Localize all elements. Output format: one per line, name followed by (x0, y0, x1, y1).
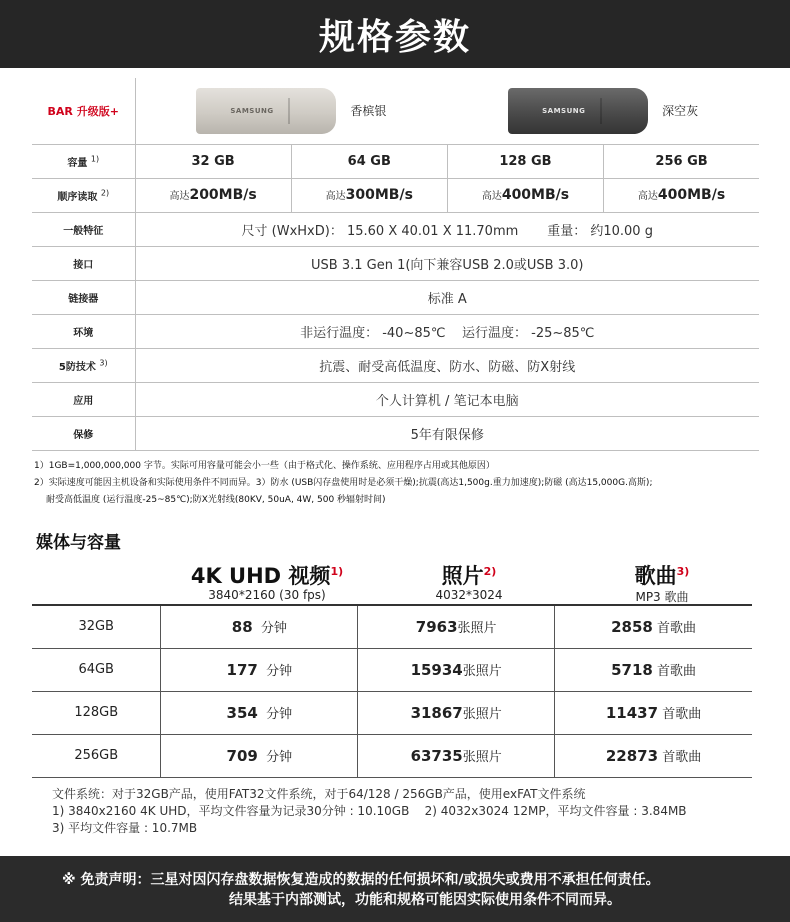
table-row (32, 648, 752, 691)
color-name-silver: 香槟银 (350, 104, 387, 119)
footnote-line: 耐受高低温度 (运行温度-25~85℃);防X光射线(80KV, 50uA, 4W, 500 秒辐射时间) (46, 495, 386, 505)
media-column-header-music: 歌曲$^{3)}$ MP3 歌曲 (634, 564, 690, 604)
table-row (32, 691, 752, 734)
photo-count: 15934张照片 (358, 648, 555, 691)
capacity-value: 64 GB (291, 144, 447, 178)
header-banner (0, 0, 790, 68)
product-row (32, 78, 759, 144)
media-notes (52, 786, 687, 837)
capacity-row (32, 144, 759, 178)
capacity-label: 容量 $^{1)}$ (32, 144, 135, 178)
spec-row-general (32, 212, 759, 246)
spec-row-warranty (32, 416, 759, 450)
spec-row-interface (32, 246, 759, 280)
spec-value: 个人计算机 / 笔记本电脑 (135, 382, 759, 416)
media-table (32, 604, 752, 778)
table-row (32, 605, 752, 648)
usb-drive-gray-icon (508, 88, 648, 134)
music-count: 11437 首歌曲 (555, 691, 752, 734)
capacity-value: 256 GB (604, 144, 759, 178)
read-speed-value: 高达300MB/s (291, 178, 447, 212)
product-silver (196, 88, 386, 134)
spec-label: 一般特征 (32, 212, 135, 246)
disclaimer-line: ※ 免责声明：三星对因闪存盘数据恢复造成的数据的任何损坏和/或损失或费用不承担任何责任。 (62, 872, 660, 888)
product-images (135, 78, 759, 144)
spec-label: 接口 (32, 246, 135, 280)
media-column-header-video: 4K UHD 视频$^{1)}$ 3840*2160 (30 fps) (190, 564, 344, 602)
usb-brand-text: SAMSUNG (542, 106, 586, 115)
spec-label: 应用 (32, 382, 135, 416)
capacity-value: 32 GB (135, 144, 291, 178)
read-speed-value: 高达200MB/s (135, 178, 291, 212)
spec-value: 尺寸 (WxHxD)： 15.60 X 40.01 X 11.70mm 重量： 约10.00 g (135, 212, 759, 246)
media-capacity: 128GB (32, 691, 161, 734)
media-column-header-photo: 照片$^{2)}$ 4032*3024 (435, 564, 503, 602)
spec-row-connector (32, 280, 759, 314)
spec-label: 链接器 (32, 280, 135, 314)
music-count: 22873 首歌曲 (555, 734, 752, 777)
music-count: 5718 首歌曲 (555, 648, 752, 691)
spec-value: 5年有限保修 (135, 416, 759, 450)
spec-value: 非运行温度： -40~85℃ 运行温度： -25~85℃ (135, 314, 759, 348)
spec-value: 标准 A (135, 280, 759, 314)
media-capacity: 64GB (32, 648, 161, 691)
spec-label: 5防技术 $^{3)}$ (32, 348, 135, 382)
spec-value: 抗震、耐受高低温度、防水、防磁、防X射线 (135, 348, 759, 382)
spec-row-protection (32, 348, 759, 382)
color-name-gray: 深空灰 (662, 104, 699, 119)
page-title: 规格参数 (318, 16, 471, 58)
disclaimer-banner (0, 856, 790, 922)
read-speed-value: 高达400MB/s (604, 178, 759, 212)
video-count: 354 分钟 (161, 691, 358, 734)
spec-label: 保修 (32, 416, 135, 450)
media-note-line: 3) 平均文件容量 : 10.7MB (52, 821, 198, 835)
spec-table (32, 78, 759, 451)
read-speed-row (32, 178, 759, 212)
table-row (32, 734, 752, 777)
music-count: 2858 首歌曲 (555, 605, 752, 648)
read-speed-value: 高达400MB/s (447, 178, 603, 212)
product-gray (508, 88, 698, 134)
disclaimer-line: 结果基于内部测试，功能和规格可能因实际使用条件不同而异。 (229, 892, 621, 908)
media-capacity: 256GB (32, 734, 161, 777)
video-count: 177 分钟 (161, 648, 358, 691)
video-count: 88 分钟 (161, 605, 358, 648)
capacity-value: 128 GB (447, 144, 603, 178)
footnote-line: 1）1GB=1,000,000,000 字节。实际可用容量可能会小一些（由于格式化、操作系统、应用程序占用或其他原因） (34, 461, 495, 471)
brand-label: BAR 升级版+ (32, 78, 135, 144)
footnote-line: 2）实际速度可能因主机设备和实际使用条件不同而异。3）防水 (USB闪存盘使用时是必须干燥);抗震(高达1,500g.重力加速度);防磁 (高达15,000G.高斯); (34, 478, 653, 488)
media-capacity: 32GB (32, 605, 161, 648)
photo-count: 63735张照片 (358, 734, 555, 777)
spec-label: 环境 (32, 314, 135, 348)
usb-drive-silver-icon (196, 88, 336, 134)
media-section-title: 媒体与容量 (36, 533, 121, 553)
video-count: 709 分钟 (161, 734, 358, 777)
spec-row-application (32, 382, 759, 416)
photo-count: 7963张照片 (358, 605, 555, 648)
spec-footnotes (34, 458, 758, 509)
photo-count: 31867张照片 (358, 691, 555, 734)
spec-row-environment (32, 314, 759, 348)
read-speed-label: 顺序读取 $^{2)}$ (32, 178, 135, 212)
usb-brand-text: SAMSUNG (230, 106, 274, 115)
spec-value: USB 3.1 Gen 1(向下兼容USB 2.0或USB 3.0) (135, 246, 759, 280)
media-note-line: 文件系统：对于32GB产品，使用FAT32文件系统，对于64/128 / 256GB产品，使用exFAT文件系统 (52, 787, 586, 801)
media-note-line: 1) 3840x2160 4K UHD，平均文件容量为记录30分钟 : 10.10GB 2) 4032x3024 12MP，平均文件容量 : 3.84MB (52, 804, 687, 818)
